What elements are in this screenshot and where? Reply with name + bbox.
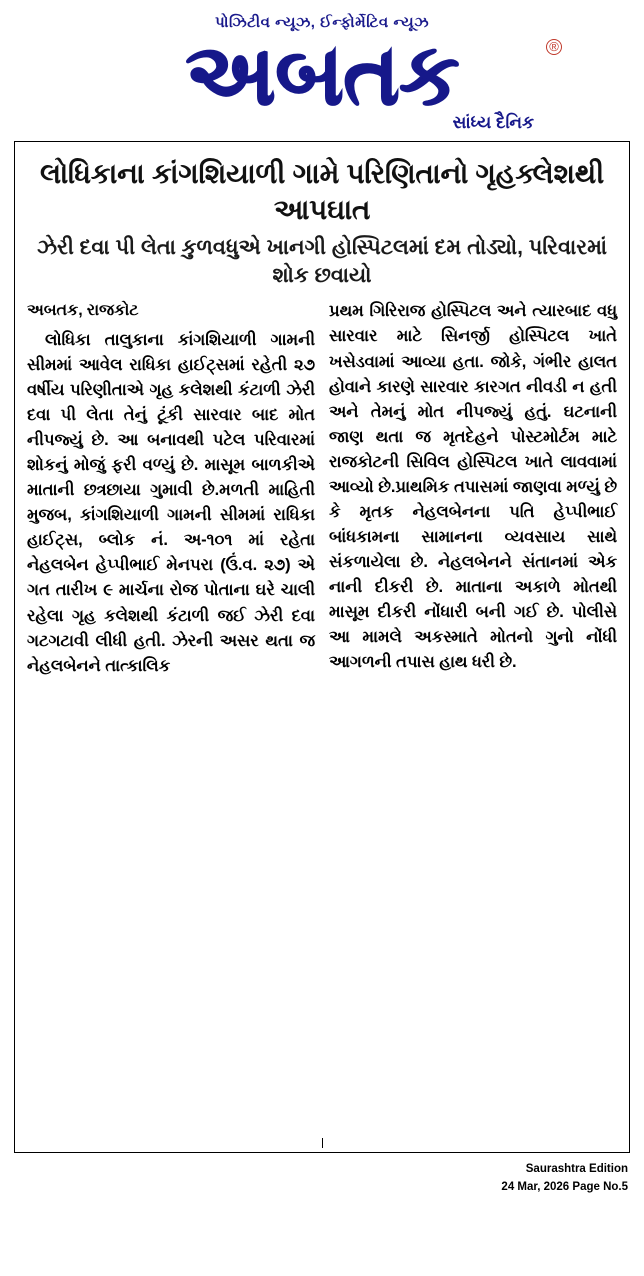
- article-columns: [27, 299, 617, 678]
- masthead-tagline: પોઝિટીવ ન્યૂઝ, ઈન્ફોર્મેટિવ ન્યૂઝ: [214, 14, 430, 31]
- article-headline: લોધિકાના કાંગશિયાળી ગામે પરિણિતાનો ગૃહક્લેશથી આપઘાત: [40, 158, 604, 226]
- masthead: [14, 0, 630, 133]
- article-subheadline: ઝેરી દવા પી લેતા કુળવધુએ ખાનગી હોસ્પિટલમાં દમ તોડ્યો, પરિવારમાં શોક છવાયો: [36, 235, 608, 287]
- column-divider-tick: [322, 1138, 323, 1148]
- article-column-right: [329, 299, 617, 678]
- article-column-left: [27, 299, 315, 678]
- masthead-logo: અબતક: [185, 27, 459, 123]
- footer-edition: Saurashtra Edition: [525, 1163, 628, 1176]
- article-byline: અબતક, રાજકોટ: [27, 302, 139, 320]
- article-body-right: પ્રથમ ગિરિરાજ હોસ્પિટલ અને ત્યારબાદ વધુ સારવાર માટે સિનર્જી હોસ્પિટલ ખાતે ખસેડવામાં આવ્યા હતા. જોકે, ગંભીર હાલત હોવાને કારણે સારવાર કારગત નીવડી ન હતી અને તેમનું મોત નીપજ્યું હતું. ઘટનાની જાણ થતા જ મૃતદેહને પોસ્ટમોર્ટમ માટે રાજકોટની સિવિલ હોસ્પિટલ ખાતે લાવવામાં આવ્યો છે.પ્રાથમિક તપાસમાં જાણવા મળ્યું છે કે મૃતક નેહલબેનના પતિ હેપ્પીભાઈ બાંધકામના સામાનના વ્યવસાય સાથે સંકળાયેલા છે. નેહલબેનને સંતાનમાં એક નાની દીકરી છે. માતાના અકાળે મોતથી માસૂમ દીકરી નોંધારી બની ગઈ છે. પોલીસે આ મામલે અકસ્માતે મોતનો ગુનો નોંધી આગળની તપાસ હાથ ધરી છે.: [329, 302, 617, 672]
- masthead-subtitle: સાંધ્ય દૈનિક: [452, 113, 534, 133]
- footer-date-page: 24 Mar, 2026 Page No.5: [501, 1180, 628, 1193]
- article-body-left: લોધિકા તાલુકાના કાંગશિયાળી ગામની સીમમાં આવેલ રાધિકા હાઈટ્સમાં રહેતી ૨૭ વર્ષીય પરિણીતાએ ગૃહ કલેશથી કંટાળી ઝેરી દવા પી લેતા તેનું ટૂંકી સારવાર બાદ મોત નીપજ્યું છે. આ બનાવથી પટેલ પરિવારમાં શોકનું મોજું ફરી વળ્યું છે. માસૂમ બાળકીએ માતાની છત્રછાયા ગુમાવી છે.મળતી માહિતી મુજબ, કાંગશિયાળી ગામની સીમમાં રાધિકા હાઈટ્સ, બ્લોક નં. અ-૧૦૧ માં રહેતા નેહલબેન હેપ્પીભાઈ મેનપરા (ઉં.વ. ૨૭) એ ગત તારીખ ૯ માર્ચના રોજ પોતાના ઘરે ચાલી રહેલા ગૃહ કલેશથી કંટાળી જઈ ઝેરી દવા ગટગટાવી લીધી હતી. ઝેરની અસર થતા જ નેહલબેનને તાત્કાલિક: [27, 330, 315, 675]
- article-container: [14, 141, 630, 1153]
- page-footer: [14, 1161, 630, 1196]
- registered-trademark-icon: ®: [546, 39, 562, 55]
